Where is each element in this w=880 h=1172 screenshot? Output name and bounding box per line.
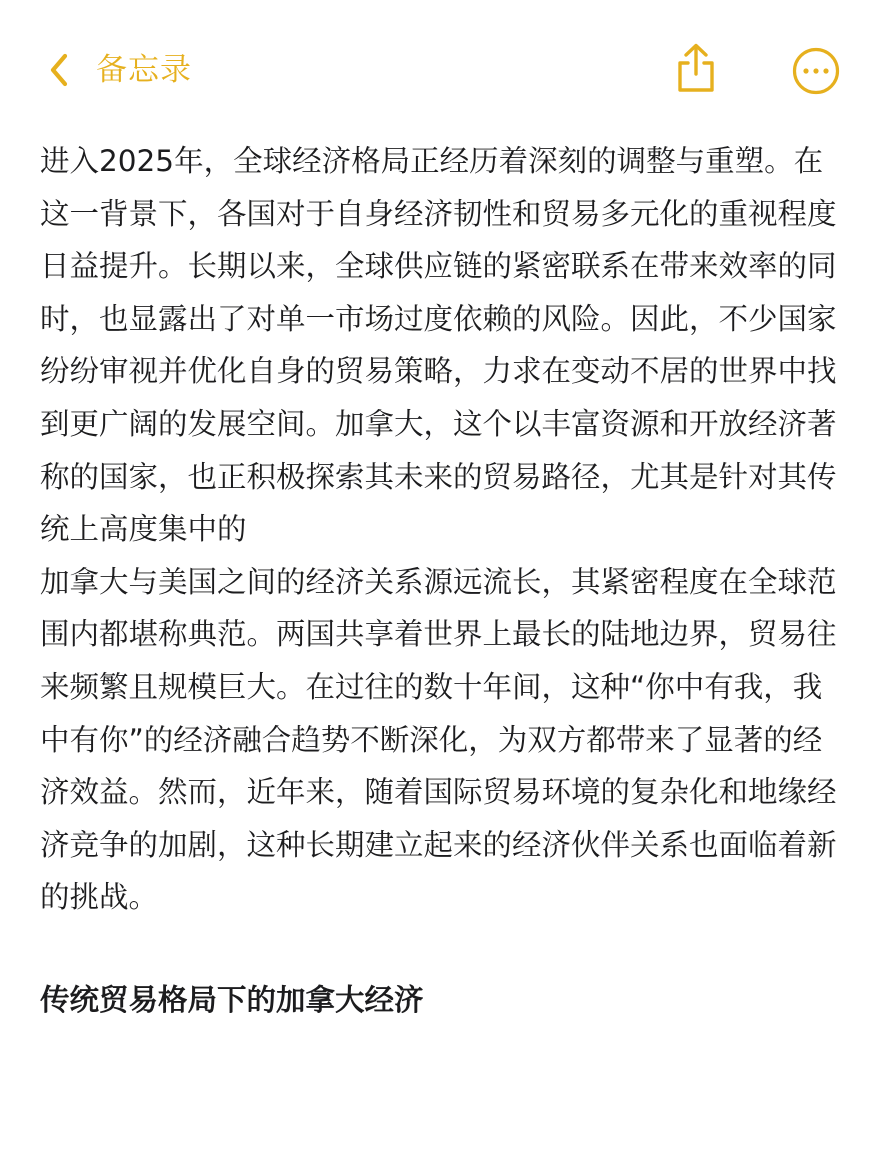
note-paragraph: 进入2025年，全球经济格局正经历着深刻的调整与重塑。在这一背景下，各国对于自身经济韧性和贸易多元化的重视程度日益提升。长期以来，全球供应链的紧密联系在带来效率的同时，也显露出了对单一市场过度依赖的风险。因此，不少国家纷纷审视并优化自身的贸易策略，力求在变动不居的世界中找到更广阔的发展空间。加拿大，这个以丰富资源和开放经济著称的国家，也正积极探索其未来的贸易路径，尤其是针对其传统上高度集中的	[40, 144, 837, 547]
back-button[interactable]	[48, 46, 192, 94]
more-icon	[792, 47, 840, 95]
chevron-left-icon	[48, 52, 70, 88]
note-heading: 传统贸易格局下的加拿大经济	[40, 982, 424, 1017]
share-icon	[672, 42, 720, 94]
more-button[interactable]	[792, 47, 840, 95]
back-label: 备忘录	[96, 52, 192, 88]
note-body[interactable]	[40, 135, 840, 1027]
navigation-bar	[0, 0, 880, 140]
share-button[interactable]	[672, 42, 720, 94]
note-paragraph: 加拿大与美国之间的经济关系源远流长，其紧密程度在全球范围内都堪称典范。两国共享着世界上最长的陆地边界，贸易往来频繁且规模巨大。在过往的数十年间，这种“你中有我，我中有你”的经济融合趋势不断深化，为双方都带来了显著的经济效益。然而，近年来，随着国际贸易环境的复杂化和地缘经济竞争的加剧，这种长期建立起来的经济伙伴关系也面临着新的挑战。	[40, 564, 837, 915]
